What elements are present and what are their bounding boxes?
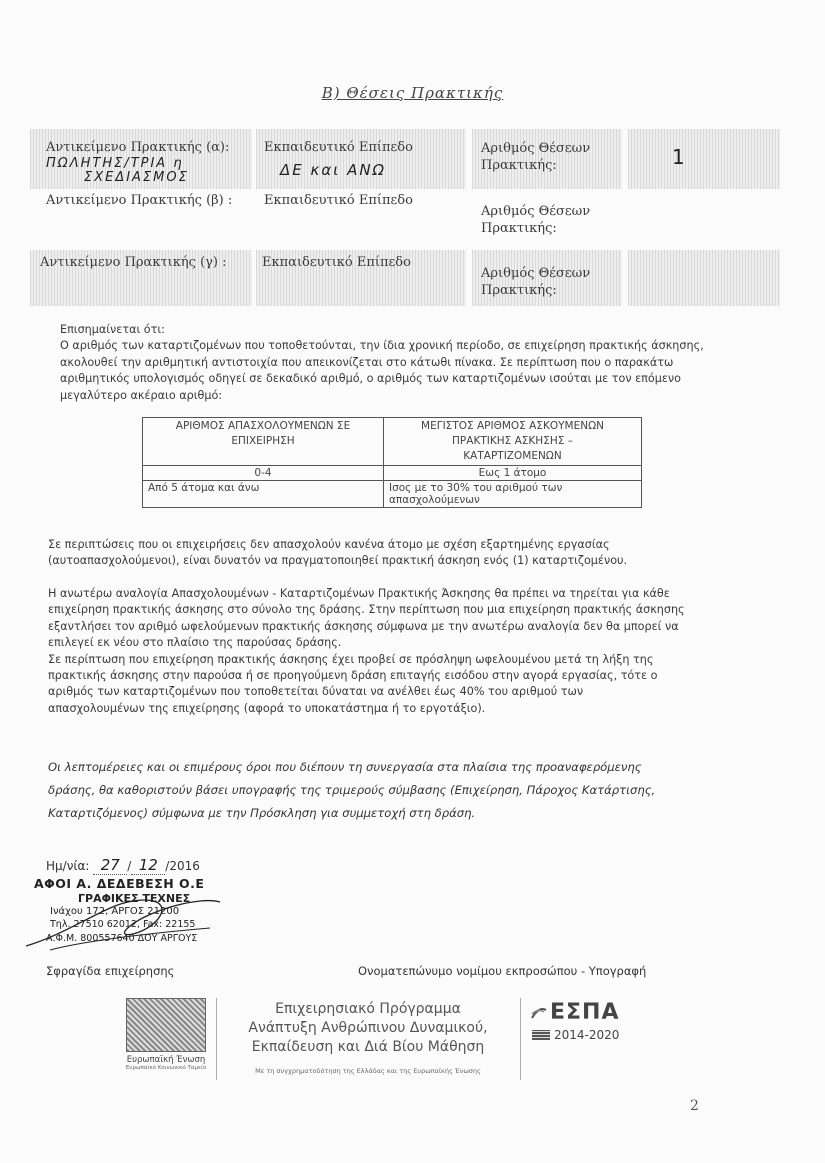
position-c-edu-label: Εκπαιδευτικό Επίπεδο (262, 255, 411, 270)
paragraph-line: αριθμός των καταρτιζομένων που τοποθετείται δύναται να ανέλθει έως 40% του αριθμού των (48, 685, 584, 699)
position-a-value-2: ΣΧΕΔΙΑΣΜΟΣ (84, 170, 189, 185)
note-line: Επισημαίνεται ότι: (60, 323, 165, 336)
eu-flag-icon (126, 998, 206, 1052)
paragraph-line: εξαντλήσει τον αριθμό ωφελούμενων πρακτικής άσκησης σύμφωνα με την ανωτέρω αναλογία δεν θα μπορεί να (48, 619, 679, 633)
paragraph-self-employed (48, 537, 718, 570)
position-b-count-label-2: Πρακτικής: (481, 221, 557, 236)
seal-label: Σφραγίδα επιχείρησης (46, 964, 175, 978)
paragraph-line: απασχολουμένων της επιχείρησης (αφορά το υποκατάστημα ή το εργοτάξιο). (48, 701, 486, 715)
paragraph-line: (αυτοαπασχολούμενοι), είναι δυνατόν να πραγματοποιηθεί πρακτική άσκηση ενός (1) καταρτιζομένου. (48, 554, 628, 568)
paragraph-line: πρακτικής άσκησης στην παρούσα ή σε προηγούμενη δράση επιταγής εισόδου στην αγορά εργασίας, τότε ο (48, 669, 658, 683)
date-label: Ημ/νία: (46, 859, 90, 873)
eu-label: Ευρωπαϊκή Ένωση (126, 1055, 206, 1065)
program-line: Ανάπτυξη Ανθρώπινου Δυναμικού, (248, 1020, 488, 1036)
table-row (143, 481, 642, 508)
terms-line: Οι λεπτομέρειες και οι επιμέρους όροι που διέπουν τη συνεργασία στα πλαίσια της προαναφερόμενης (48, 760, 642, 774)
date-day: 27 (93, 856, 127, 875)
position-band (628, 250, 780, 306)
position-a-count-label: Αριθμός Θέσεων (481, 141, 591, 156)
paragraph-line: Σε περίπτωση που επιχείρηση πρακτικής άσκησης έχει προβεί σε πρόσληψη ωφελουμένου μετά τη λήξη της (48, 652, 654, 666)
position-a-label: Αντικείμενο Πρακτικής (α): (46, 140, 230, 155)
eu-sub-label: Ευρωπαϊκό Κοινωνικό Ταμείο (125, 1065, 207, 1071)
table-cell: 0-4 (143, 466, 384, 481)
footer-divider (520, 998, 522, 1080)
position-a-edu-value: ΔΕ και ΑΝΩ (280, 161, 387, 179)
table-header-cell: ΜΕΓΙΣΤΟΣ ΑΡΙΘΜΟΣ ΑΣΚΟΥΜΕΝΩΝ ΠΡΑΚΤΙΚΗΣ ΑΣΚΗΣΗΣ – ΚΑΤΑΡΤΙΖΟΜΕΝΩΝ (384, 418, 642, 466)
table-header-cell: ΑΡΙΘΜΟΣ ΑΠΑΣΧΟΛΟΥΜΕΝΩΝ ΣΕ ΕΠΙΧΕΙΡΗΣΗ (143, 418, 384, 466)
paragraph-line: επιλεγεί εκ νέου στο πλαίσιο της παρούσας δράσης. (48, 636, 342, 650)
note-line: αριθμητικός υπολογισμός οδηγεί σε δεκαδικό αριθμό, ο αριθμός των καταρτιζομένων ισούται με τον επόμενο (60, 372, 682, 386)
position-b-edu-label: Εκπαιδευτικό Επίπεδο (264, 193, 413, 208)
position-b-label: Αντικείμενο Πρακτικής (β) : (46, 193, 233, 208)
program-logo (218, 1000, 518, 1075)
paragraph-line: Η ανωτέρω αναλογία Απασχολουμένων - Καταρτιζομένων Πρακτικής Άσκησης θα πρέπει να τηρείται για κάθε (48, 587, 670, 600)
program-line: Επιχειρησιακό Πρόγραμμα (275, 1001, 461, 1017)
program-line: Εκπαίδευση και Διά Βίου Μάθηση (251, 1039, 485, 1055)
note-line: ακολουθεί την αριθμητική αντιστοιχία που απεικονίζεται στο κάτωθι πίνακα. Σε περίπτωση που ο παρακάτω (60, 355, 674, 369)
table-cell: Ισος με το 30% του αριθμού των απασχολούμενων (384, 481, 642, 508)
signature-scribble (20, 876, 250, 956)
espa-swirl-icon (530, 1004, 548, 1022)
espa-logo (530, 1000, 620, 1044)
paragraph-ratio-rules (48, 586, 718, 717)
terms-line: Καταρτιζόμενος) σύμφωνα με την Πρόσκληση για συμμετοχή στη δράση. (48, 806, 476, 820)
table-row (143, 466, 642, 481)
position-c-label: Αντικείμενο Πρακτικής (γ) : (40, 255, 227, 270)
position-a-count-value: 1 (672, 145, 687, 169)
espa-title: ΕΣΠΑ (550, 1000, 620, 1025)
stamp-vat: Α.Φ.Μ. 800557640 ΔΟΥ ΑΡΓΟΥΣ (46, 933, 198, 944)
stamp-company: ΑΦΟΙ Α. ΔΕΔΕΒΕΣΗ Ο.Ε (34, 876, 205, 891)
signature-label: Ονοματεπώνυμο νομίμου εκπροσώπου - Υπογραφή (358, 964, 647, 978)
espa-years: 2014-2020 (554, 1028, 620, 1042)
stamp-phone: Τηλ. 27510 62012, Fax: 22155 (50, 919, 196, 930)
position-c-count-label: Αριθμός Θέσεων (481, 266, 591, 281)
espa-flag-icon (532, 1030, 550, 1040)
paragraph-line: Σε περιπτώσεις που οι επιχειρήσεις δεν απασχολούν κανένα άτομο με σχέση εξαρτημένης εργασίας (48, 538, 610, 551)
position-a-edu-label: Εκπαιδευτικό Επίπεδο (264, 140, 413, 155)
note-paragraph (60, 322, 720, 404)
position-b-count-label: Αριθμός Θέσεων (481, 204, 591, 219)
note-line: Ο αριθμός των καταρτιζομένων που τοποθετούνται, την ίδια χρονική περίοδο, σε επιχείρηση πρακτικής άσκησης, (60, 339, 704, 353)
terms-line: δράσης, θα καθοριστούν βάσει υπογραφής της τριμερούς σύμβασης (Επιχείρηση, Πάροχος Κατάρτισης, (48, 783, 656, 797)
terms-paragraph (48, 756, 728, 825)
position-a-value: ΠΩΛΗΤΗΣ/ΤΡΙΑ η (46, 156, 184, 171)
cofinance-note: Με τη συγχρηματοδότηση της Ελλάδας και της Ευρωπαϊκής Ένωσης (255, 1067, 481, 1075)
note-line: μεγαλύτερο ακέραιο αριθμό: (60, 388, 223, 402)
position-band (628, 129, 780, 189)
table-cell: Από 5 άτομα και άνω (143, 481, 384, 508)
stamp-activity: ΓΡΑΦΙΚΕΣ ΤΕΧΝΕΣ (78, 892, 191, 905)
stamp-address: Ινάχου 172, ΑΡΓΟΣ 21200 (50, 906, 180, 917)
position-c-count-label-2: Πρακτικής: (481, 283, 557, 298)
paragraph-line: επιχείρηση πρακτικής άσκησης στο σύνολο της δράσης. Στην περίπτωση που μια επιχείρηση πρακτικής άσκησης (48, 603, 685, 617)
date-line: Ημ/νία: 27 / 12 /2016 (46, 856, 200, 874)
company-stamp (20, 876, 230, 956)
date-year: 2016 (169, 859, 200, 873)
position-band (256, 129, 466, 189)
position-a-count-label-2: Πρακτικής: (481, 158, 557, 173)
section-title: Β) Θέσεις Πρακτικής (321, 84, 504, 102)
eu-logo (122, 998, 210, 1080)
date-month: 12 (131, 856, 165, 875)
table-header-row (143, 418, 642, 466)
table-cell: Εως 1 άτομο (384, 466, 642, 481)
ratio-table (142, 417, 642, 508)
page-number: 2 (690, 1098, 699, 1114)
